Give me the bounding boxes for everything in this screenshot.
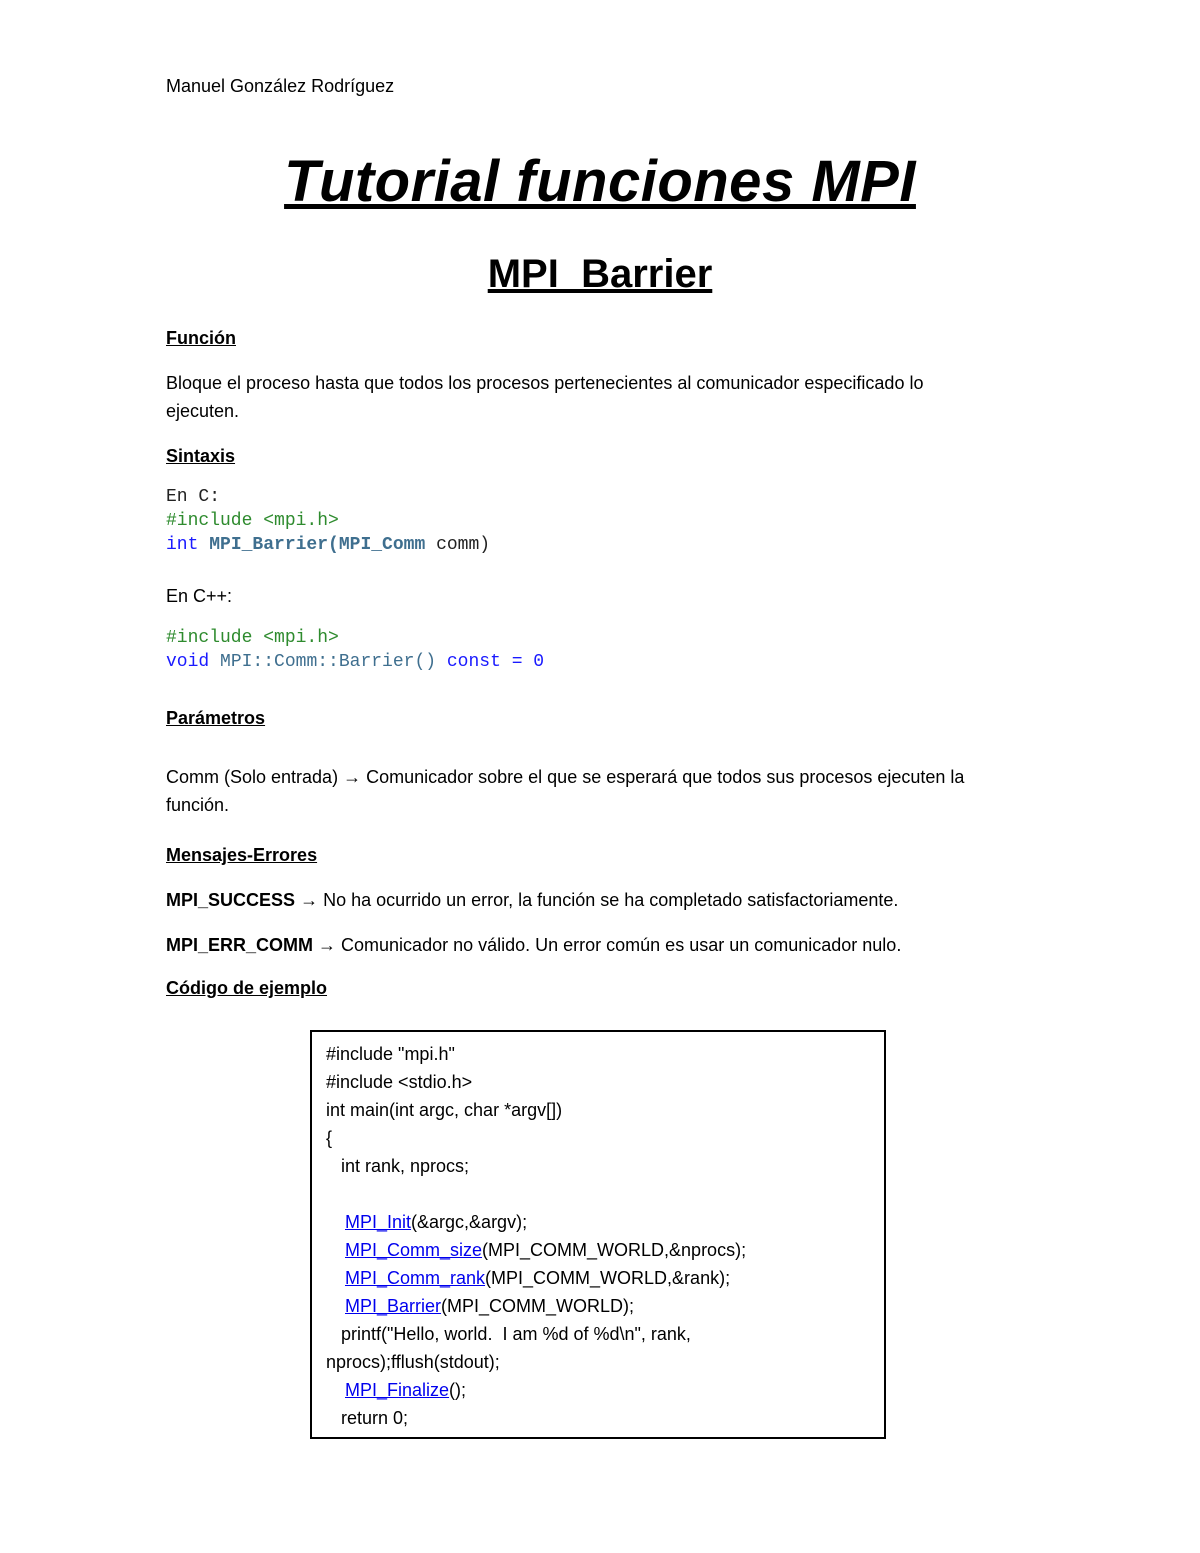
code-line-8	[345, 1264, 730, 1292]
code-line-3: int main(int argc, char *argv[])	[326, 1100, 563, 1120]
code-line-9-rest: (MPI_COMM_WORLD);	[441, 1296, 635, 1316]
error-comm-line	[166, 931, 901, 959]
code-line-2: #include <stdio.h>	[326, 1072, 473, 1092]
c-sig-rest: comm)	[425, 535, 491, 555]
funcion-text-line2: ejecuten.	[166, 401, 240, 421]
c-sig-keyword: int	[166, 535, 199, 555]
cpp-include: #include <mpi.h>	[166, 628, 339, 648]
c-signature	[166, 533, 490, 558]
page-title: Tutorial funciones MPI	[284, 149, 916, 214]
code-line-4: {	[326, 1128, 333, 1148]
code-line-7-rest: (MPI_COMM_WORLD,&nprocs);	[482, 1240, 747, 1260]
error-success-line	[166, 886, 898, 914]
error-comm-description: Comunicador no válido. Un error común es usar un comunicador nulo.	[336, 935, 902, 955]
cpp-signature	[166, 650, 544, 675]
error-comm-code: MPI_ERR_COMM	[166, 935, 314, 955]
author-name: Manuel González Rodríguez	[166, 76, 395, 96]
code-line-10: printf("Hello, world. I am %d of %d\n", rank,	[326, 1324, 691, 1344]
code-line-12-rest: ();	[449, 1380, 467, 1400]
sintaxis-heading: Sintaxis	[166, 446, 236, 466]
code-line-11: nprocs);fflush(stdout);	[326, 1352, 500, 1372]
funcion-text-line1: Bloque el proceso hasta que todos los procesos pertenecientes al comunicador especificado lo	[166, 373, 924, 393]
title-wrap	[0, 148, 1200, 215]
arrow-right-icon: →	[343, 767, 362, 787]
c-label: En C:	[166, 487, 221, 507]
funcion-heading: Función	[166, 328, 236, 348]
c-sig-function: MPI_Barrier(	[209, 535, 339, 555]
c-sig-type: MPI_Comm	[338, 535, 426, 555]
mpi-finalize-link[interactable]: MPI_Finalize	[345, 1380, 450, 1400]
example-code-box	[310, 1030, 886, 1439]
code-line-6	[345, 1208, 527, 1236]
c-include: #include <mpi.h>	[166, 511, 339, 531]
errores-heading: Mensajes-Errores	[166, 845, 318, 865]
code-line-13: return 0;	[326, 1408, 409, 1428]
ejemplo-heading: Código de ejemplo	[166, 978, 328, 998]
error-success-code: MPI_SUCCESS	[166, 890, 296, 910]
arrow-right-icon: →	[318, 935, 337, 955]
cpp-label: En C++:	[166, 586, 233, 606]
mpi-init-link[interactable]: MPI_Init	[345, 1212, 412, 1232]
code-line-7	[345, 1236, 746, 1264]
code-line-6-rest: (&argc,&argv);	[411, 1212, 528, 1232]
param-comm-line1	[166, 763, 964, 791]
param-comm-line2: función.	[166, 795, 230, 815]
function-subtitle: MPI_Barrier	[487, 252, 713, 296]
code-line-12	[345, 1376, 466, 1404]
cpp-sig-rest: const = 0	[436, 652, 545, 672]
parametros-heading: Parámetros	[166, 708, 266, 728]
code-line-1: #include "mpi.h"	[326, 1044, 455, 1064]
cpp-sig-keyword: void	[166, 652, 210, 672]
mpi-comm-rank-link[interactable]: MPI_Comm_rank	[345, 1268, 486, 1288]
mpi-barrier-link[interactable]: MPI_Barrier	[345, 1296, 442, 1316]
code-line-9	[345, 1292, 634, 1320]
code-line-8-rest: (MPI_COMM_WORLD,&rank);	[485, 1268, 731, 1288]
param-comm-name: Comm (Solo entrada)	[166, 767, 344, 787]
code-line-5: int rank, nprocs;	[326, 1156, 470, 1176]
mpi-comm-size-link[interactable]: MPI_Comm_size	[345, 1240, 483, 1260]
param-comm-description: Comunicador sobre el que se esperará que todos sus procesos ejecuten la	[361, 767, 965, 787]
subtitle-wrap	[0, 252, 1200, 297]
cpp-sig-function: MPI::Comm::Barrier()	[220, 652, 437, 672]
error-success-description: No ha ocurrido un error, la función se ha completado satisfactoriamente.	[318, 890, 899, 910]
arrow-right-icon: →	[300, 890, 319, 910]
